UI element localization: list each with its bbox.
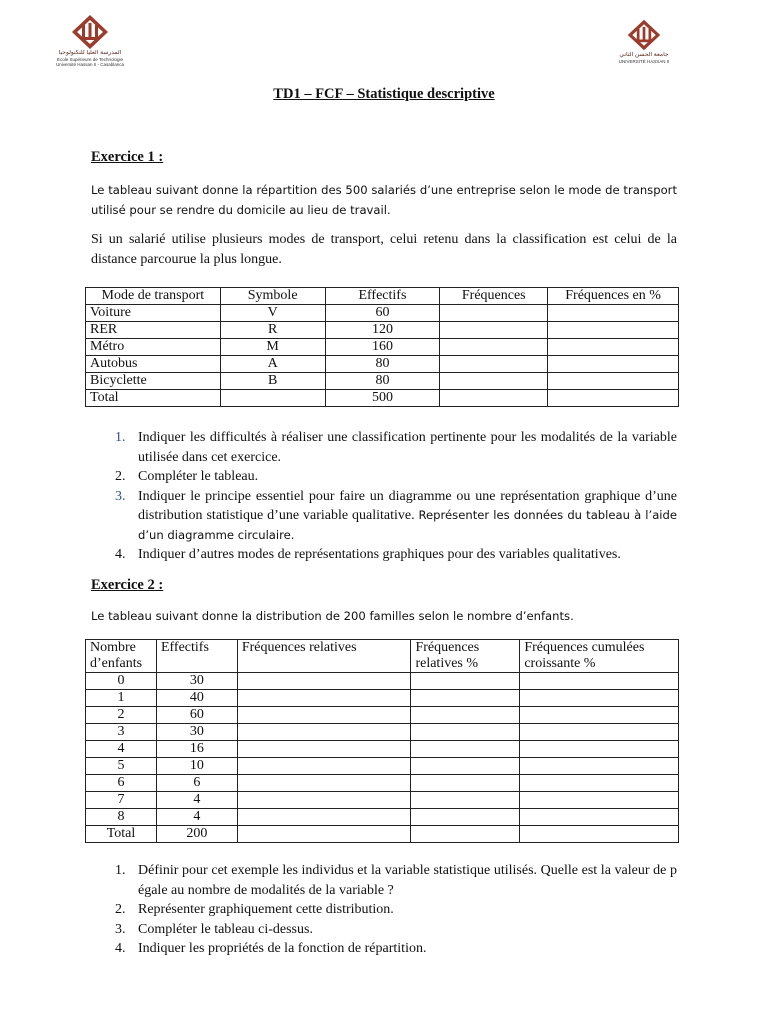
table-cell: Métro [86,339,221,356]
table-cell [520,724,679,741]
table-cell [520,690,679,707]
table-cell: 30 [156,673,237,690]
table-cell [411,741,520,758]
table-cell: 2 [86,707,157,724]
column-header: Fréquences cumulées croissante % [520,640,679,673]
school-logo-left [40,14,140,67]
table-cell [440,322,548,339]
question-text: Indiquer le principe essentiel pour faire un diagramme ou une représentation graphique d’une distribution statistique d’une variable qualitative. [138,488,677,523]
table-cell: 10 [156,758,237,775]
exercise2-heading: Exercice 2 : [91,577,164,593]
table-cell: RER [86,322,221,339]
university-logo-right [606,18,682,64]
table-cell [440,356,548,373]
question-number: 3. [115,488,126,504]
table-cell: Total [86,826,157,843]
exercise1-note: Si un salarié utilise plusieurs modes de transport, celui retenu dans la classification est celui de la distance parcourue la plus longue. [91,232,677,267]
question-text: Indiquer les difficultés à réaliser une classification pertinente pour les modalités de la variable utilisée dans cet exercice. [138,430,677,465]
table-cell [548,339,679,356]
table-cell: 4 [86,741,157,758]
table-cell: Voiture [86,305,221,322]
table-row [86,792,679,809]
table-cell: 500 [325,390,440,407]
table-cell [411,707,520,724]
table-cell [220,390,325,407]
logo-right-line1: جامعة الحسن الثاني [619,52,669,58]
table-cell: 80 [325,373,440,390]
exercise1-intro: Le tableau suivant donne la répartition des 500 salariés d’une entreprise selon le mode de transport utilisé pour se rendre du domicile au lieu de travail. [91,183,677,217]
table-cell [237,775,411,792]
table-row [86,758,679,775]
table-cell: Total [86,390,221,407]
table-cell [440,390,548,407]
table-row [86,339,679,356]
logo-left-line2: Université Hassan II - Casablanca [55,62,125,68]
table-cell: 30 [156,724,237,741]
column-header: Effectifs [156,640,237,673]
question-text: Représenter graphiquement cette distribution. [138,902,394,917]
transport-table [85,287,679,407]
table-cell [411,775,520,792]
table-cell [237,707,411,724]
table-cell: A [220,356,325,373]
table-cell: Autobus [86,356,221,373]
table-row [86,373,679,390]
question-number: 4. [115,941,126,956]
table-cell [548,322,679,339]
children-table [85,639,679,843]
table-cell: 60 [156,707,237,724]
table-cell: V [220,305,325,322]
table-cell [411,826,520,843]
question-text: Indiquer les propriétés de la fonction de répartition. [138,941,427,956]
university-emblem-icon [626,18,662,52]
exercise2-question-4 [91,939,677,959]
column-header: Fréquences en % [548,288,679,305]
table-row [86,741,679,758]
table-cell [237,826,411,843]
table-cell: 4 [156,792,237,809]
table-cell [520,809,679,826]
exercise2-intro: Le tableau suivant donne la distribution de 200 familles selon le nombre d’enfants. [91,609,574,623]
table-cell [440,305,548,322]
table-cell [520,741,679,758]
table-cell [411,792,520,809]
table-header-row [86,640,679,673]
question-text-continued: Représenter les données du tableau à l’aide d’un diagramme circulaire. [138,508,678,542]
table-cell: R [220,322,325,339]
table-cell: 6 [86,775,157,792]
table-row [86,690,679,707]
table-header-row [86,288,679,305]
table-cell [548,305,679,322]
column-header: Effectifs [325,288,440,305]
table-cell [237,758,411,775]
table-cell [520,826,679,843]
table-row [86,724,679,741]
table-cell: 160 [325,339,440,356]
question-number: 2. [115,469,126,484]
question-number: 1. [115,430,126,445]
logo-left-line1: Ecole Supérieure de Technologie [57,57,123,62]
column-header: Fréquences [440,288,548,305]
table-cell: 0 [86,673,157,690]
exercise2-question-2 [91,900,677,920]
school-emblem-icon [70,14,110,50]
table-cell: 5 [86,758,157,775]
table-cell: Bicyclette [86,373,221,390]
table-row [86,809,679,826]
logo-right-line2: UNIVERSITÉ HASSAN II [618,59,670,64]
table-cell [237,690,411,707]
table-cell: 8 [86,809,157,826]
table-cell: 16 [156,741,237,758]
table-cell: 80 [325,356,440,373]
column-header: Fréquences relatives % [411,640,520,673]
table-cell: 3 [86,724,157,741]
table-cell [237,724,411,741]
table-cell [520,775,679,792]
question-text: Définir pour cet exemple les individus et la variable statistique utilisés. Quelle est la valeur de p égale au nombre de modalités de la variable ? [138,863,677,898]
table-row [86,673,679,690]
table-cell [520,792,679,809]
question-text: Compléter le tableau. [138,469,259,484]
exercise2-question-3 [91,920,677,940]
column-header: Mode de transport [86,288,221,305]
table-cell: 6 [156,775,237,792]
table-cell [237,741,411,758]
exercise1-heading: Exercice 1 : [91,149,164,165]
question-number: 4. [115,547,126,562]
table-cell [411,690,520,707]
exercise1-question-2 [91,467,677,487]
document-title: TD1 – FCF – Statistique descriptive [273,86,495,102]
question-text: Indiquer d’autres modes de représentations graphiques pour des variables qualitatives. [138,547,621,562]
table-cell [411,673,520,690]
table-cell: M [220,339,325,356]
question-number: 2. [115,902,126,917]
exercise1-questions [91,428,677,565]
exercise2-question-1 [91,861,677,900]
table-cell: 4 [156,809,237,826]
table-cell [548,390,679,407]
question-number: 3. [115,921,126,937]
table-cell: 200 [156,826,237,843]
exercise2-questions [91,861,677,959]
exercise1-question-1 [91,428,677,467]
column-header: Symbole [220,288,325,305]
exercise1-question-3 [91,487,677,546]
table-cell [237,792,411,809]
table-row [86,322,679,339]
table-row [86,305,679,322]
question-number: 1. [115,863,126,878]
table-cell [411,724,520,741]
table-cell [411,809,520,826]
table-cell [237,809,411,826]
question-text: Compléter le tableau ci-dessus. [138,921,313,937]
table-cell [520,673,679,690]
table-cell [520,707,679,724]
table-cell: 120 [325,322,440,339]
exercise1-question-4 [91,545,677,565]
table-cell [440,373,548,390]
table-cell: 40 [156,690,237,707]
table-row [86,775,679,792]
logo-left-arabic: المدرسة العليا للتكنولوجيا [58,50,122,56]
table-cell: 7 [86,792,157,809]
table-cell [548,373,679,390]
table-cell [411,758,520,775]
table-row [86,826,679,843]
table-row [86,707,679,724]
table-cell: 60 [325,305,440,322]
table-cell [548,356,679,373]
column-header: Fréquences relatives [237,640,411,673]
table-cell [237,673,411,690]
table-cell: 1 [86,690,157,707]
column-header: Nombre d’enfants [86,640,157,673]
table-cell [520,758,679,775]
table-cell: B [220,373,325,390]
table-row [86,390,679,407]
table-row [86,356,679,373]
table-cell [440,339,548,356]
